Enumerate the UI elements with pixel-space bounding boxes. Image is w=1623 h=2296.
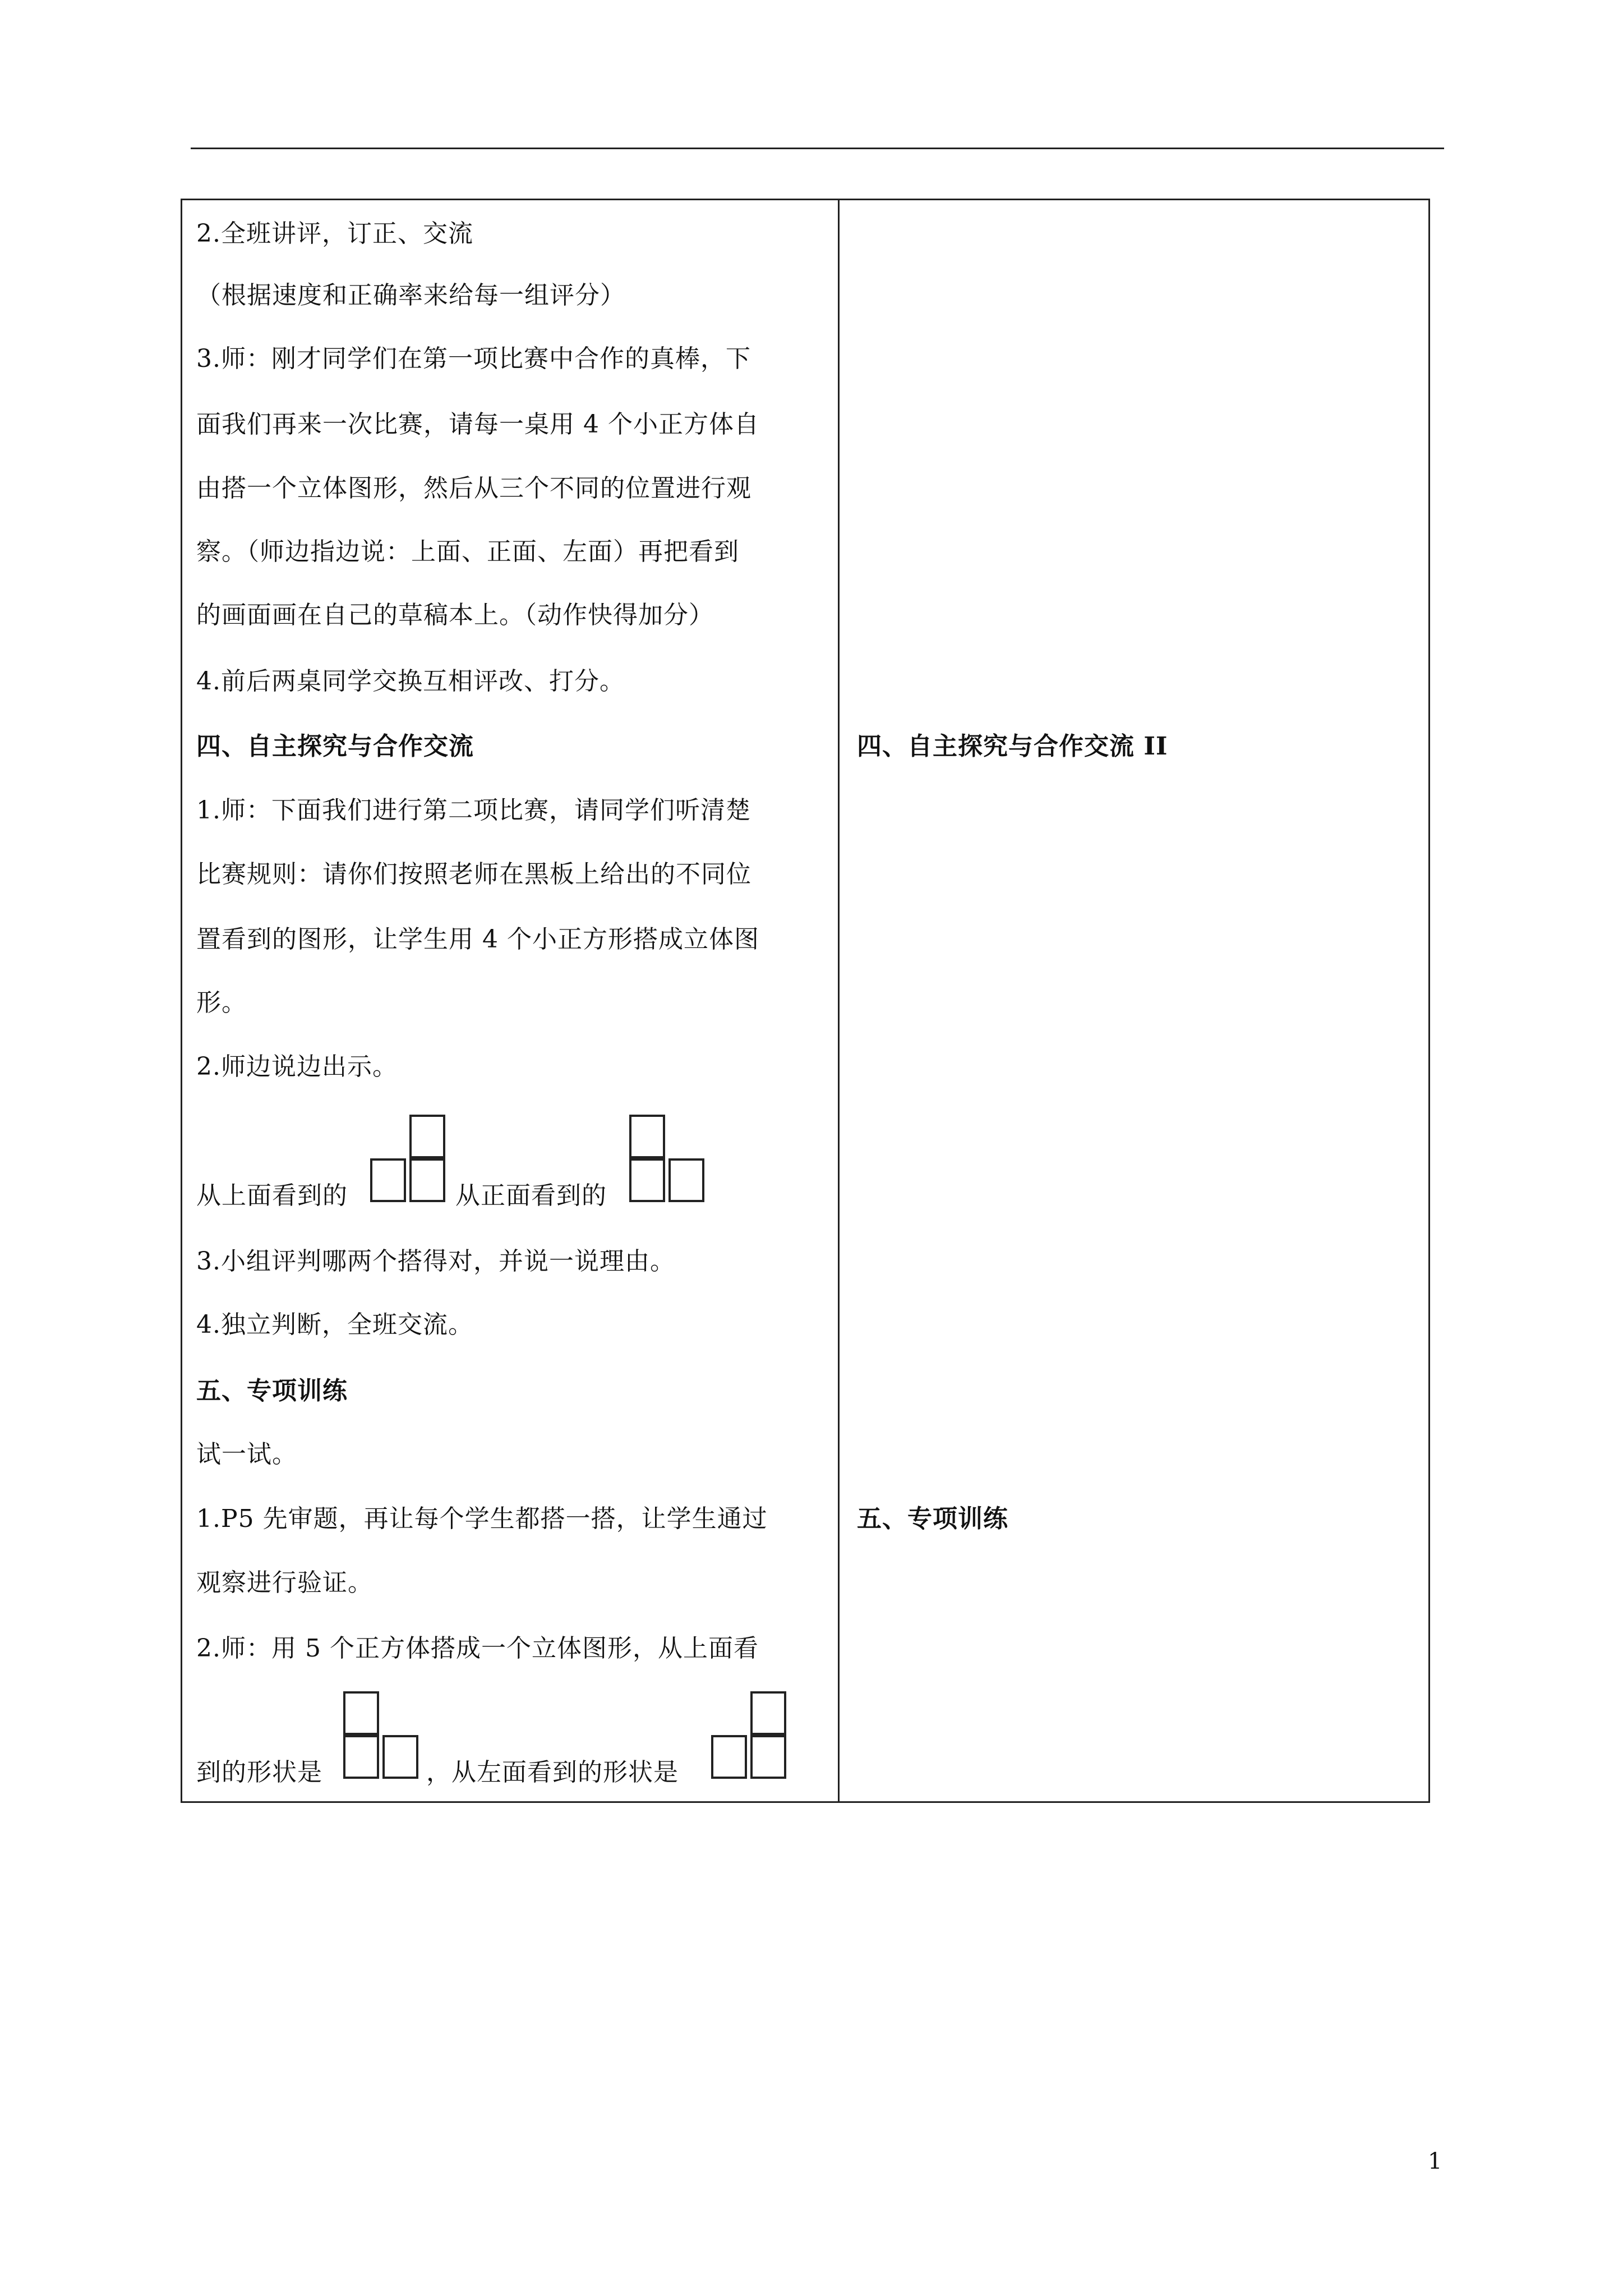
left-line: （根据速度和正确率来给每一组评分） [196, 281, 625, 310]
lesson-table [181, 199, 1430, 1803]
left-line: 察。（师边指边说：上面、正面、左面）再把看到 [196, 537, 739, 566]
right-heading-5: 五、专项训练 [857, 1504, 1008, 1533]
label-from-front: 从正面看到的 [455, 1181, 607, 1210]
left-line: 的画面画在自己的草稿本上。（动作快得加分） [196, 601, 714, 629]
top-view-shape [370, 1115, 450, 1210]
left-line: 试一试。 [196, 1440, 297, 1469]
label-shape-is: 到的形状是 [196, 1758, 322, 1787]
left-line: 由搭一个立体图形，然后从三个不同的位置进行观 [196, 474, 751, 503]
label-from-top: 从上面看到的 [196, 1181, 348, 1210]
column-divider [838, 199, 840, 1803]
left-line: 2.全班讲评，订正、交流 [196, 219, 473, 248]
left-line: 3.师：刚才同学们在第一项比赛中合作的真棒，下 [196, 344, 751, 373]
left-line: 比赛规则：请你们按照老师在黑板上给出的不同位 [196, 860, 751, 889]
left-line: 1.P5 先审题，再让每个学生都搭一搭，让学生通过 [196, 1504, 768, 1533]
left-line: 2.师：用 5 个正方体搭成一个立体图形，从上面看 [196, 1634, 759, 1663]
left-line: 观察进行验证。 [196, 1568, 373, 1597]
left-line: 4.前后两桌同学交换互相评改、打分。 [196, 667, 625, 696]
section-heading-4: 四、自主探究与合作交流 [196, 732, 474, 761]
label-from-left: ，从左面看到的形状是 [426, 1758, 679, 1787]
left-line: 面我们再来一次比赛，请每一桌用 4 个小正方体自 [196, 410, 759, 439]
section-heading-5: 五、专项训练 [196, 1377, 348, 1405]
page-number: 1 [1428, 2148, 1442, 2174]
header-rule [191, 148, 1444, 149]
top-view-shape-2 [343, 1691, 423, 1787]
left-line: 4.独立判断，全班交流。 [196, 1310, 473, 1339]
left-line: 1.师：下面我们进行第二项比赛，请同学们听清楚 [196, 796, 751, 825]
left-line: 2.师边说边出示。 [196, 1052, 398, 1081]
left-line: 置看到的图形，让学生用 4 个小正方形搭成立体图 [196, 925, 759, 954]
left-line: 3.小组评判哪两个搭得对，并说一说理由。 [196, 1247, 675, 1276]
front-view-shape [629, 1115, 709, 1210]
left-view-shape [711, 1691, 791, 1787]
left-line: 形。 [196, 988, 247, 1017]
right-heading-4: 四、自主探究与合作交流 II [857, 732, 1168, 761]
